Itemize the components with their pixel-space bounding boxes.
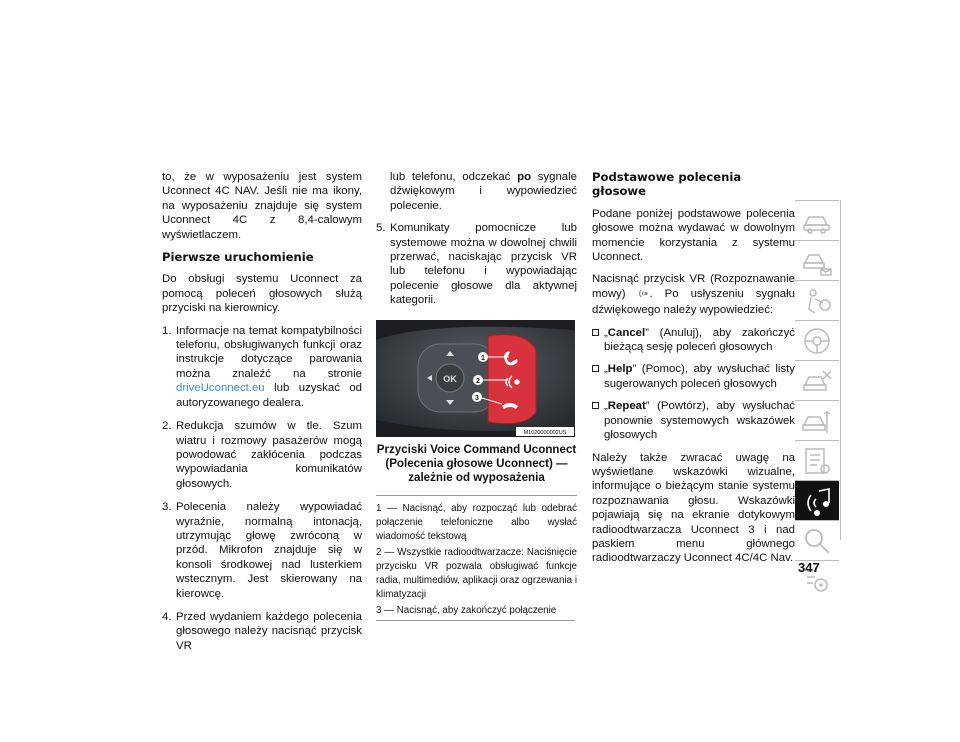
section-heading-first-run: Pierwsze uruchomienie	[162, 250, 314, 265]
figure-legend	[376, 495, 577, 618]
legend-item-3: 3 — Nacisnąć, aby zakończyć połączenie	[376, 604, 557, 616]
page-number: 347	[798, 560, 820, 575]
specifications-icon	[801, 445, 833, 477]
callout-2: 2	[476, 377, 480, 385]
numbered-item-5: 5. Komunikaty pomocnicze lub systemowe można w dowolnej chwili przerwać, naciskając przycisk VR lub telefonu i wypowiadając polecenie głosowe dla aktywnej kategorii.	[376, 222, 577, 307]
service-car-icon	[801, 405, 833, 437]
bullet-box-icon	[592, 329, 599, 336]
callout-3: 3	[475, 394, 479, 402]
image-code: M1020000002US	[523, 429, 567, 436]
search-icon	[801, 525, 833, 557]
basic-commands-paragraph: Podane poniżej podstawowe polecenia głosowe można wydawać w dowolnym momencie korzystania z systemu Uconnect.	[592, 207, 795, 264]
column-left	[162, 170, 362, 662]
callout-1: 1	[481, 354, 485, 362]
multimedia-icon	[801, 485, 833, 517]
ok-button-label: OK	[443, 373, 457, 384]
tab-servicing[interactable]	[795, 400, 839, 440]
bullet-repeat: „Repeat” (Powtórz), aby wysłuchać ponownie systemowych wskazówek głosowych	[592, 399, 795, 442]
section-heading-basic-commands: Podstawowe polecenia głosowe	[592, 170, 742, 199]
bullet-box-icon	[592, 402, 599, 409]
numbered-item-2: 2. Redukcja szumów w tle. Szum wiatru i rozmowy pasażerów mogą powodować zakłócenia podczas wypowiadania komunikatów głosowych.	[162, 420, 362, 490]
column-middle	[376, 170, 577, 621]
bullet-box-icon	[592, 365, 599, 372]
legend-item-2: 2 — Wszystkie radioodtwarzacze: Naciśnięcie przycisku VR pozwala obsługiwać funkcje radia, multimediów, aplikacji oraz ogrzewania i klimatyzacji	[376, 546, 577, 600]
dashboard-warning-icon	[801, 245, 833, 277]
visual-hints-paragraph: Należy także zwracać uwagę na wyświetlane wskazówki wizualne, informujące o bieżącym stanie systemu rozpoznawania głosu. Wskazówki pojawiają się na ekranie dotykowym radioodtwarzacza Uconnect 3 i nad paskiem menu głównego radioodtwarzaczy Uconnect 4C/4C Nav.	[592, 451, 795, 565]
numbered-item-3: 3. Polecenia należy wypowiadać wyraźnie, normalną intonacją, utrzymując głowę zwróconą w przód. Mikrofon znajduje się w konsoli środkowej nad lusterkiem wstecznym. Jest skierowany na kierowcę.	[162, 501, 362, 600]
numbered-item-4: 4. Przed wydaniem każdego polecenia głosowego należy nacisnąć przycisk VR	[162, 610, 362, 652]
tab-getting-to-know[interactable]	[795, 200, 839, 240]
tab-specifications[interactable]	[795, 440, 839, 480]
tab-instrument-panel[interactable]	[795, 240, 839, 280]
press-vr-paragraph: Nacisnąć przycisk VR (Rozpoznawanie mowy) . Po usłyszeniu sygnału dźwiękowego należy wypowiedzieć:	[592, 273, 795, 317]
steering-wheel-icon	[801, 325, 833, 357]
tab-emergency[interactable]	[795, 360, 839, 400]
legend-bottom-rule	[376, 620, 575, 621]
column-right	[592, 170, 795, 574]
tab-starting-operating[interactable]	[795, 320, 839, 360]
tab-safety[interactable]	[795, 280, 839, 320]
voice-recognition-icon	[638, 288, 650, 303]
bullet-cancel: „Cancel” (Anuluj), aby zakończyć bieżącą sesję poleceń głosowych	[592, 326, 795, 355]
tab-multimedia[interactable]	[795, 480, 839, 520]
intro-paragraph: to, że w wyposażeniu jest system Uconnect 4C NAV. Jeśli nie ma ikony, na wyposażeniu znajduje się system Uconnect 4C z 8,4-calowym wyświetlaczem.	[162, 171, 362, 241]
bullet-help: „Help” (Pomoc), aby wysłuchać listy sugerowanych poleceń głosowych	[592, 362, 795, 391]
chapter-tabs	[795, 200, 841, 600]
first-run-paragraph: Do obsługi systemu Uconnect za pomocą poleceń głosowych służą przyciski na kierownicy.	[162, 273, 362, 315]
numbered-item-1: 1. Informacje na temat kompatybilności telefonu, obsługiwanych funkcji oraz instrukcje dotyczące parowania można znaleźć na stronie driveUconnect.eu lub uzyskać od autoryzowanego dealera.	[162, 324, 362, 409]
steering-wheel-buttons-photo	[376, 320, 575, 437]
figure-caption: Przyciski Voice Command Uconnect (Polecenia głosowe Uconnect) — zależnie od wyposażenia	[376, 442, 577, 484]
item-4-continuation: lub telefonu, odczekać po sygnale dźwiękowym i wypowiedzieć polecenie.	[390, 171, 577, 212]
tab-search[interactable]	[795, 520, 839, 560]
airbag-icon	[801, 285, 833, 317]
steering-wheel-illustration	[376, 320, 575, 437]
legend-item-1: 1 — Nacisnąć, aby rozpocząć lub odebrać połączenie telefoniczne albo wysłać wiadomość tekstową	[376, 502, 577, 542]
car-overview-icon	[801, 205, 833, 237]
car-crash-icon	[801, 365, 833, 397]
drive-uconnect-link[interactable]: driveUconnect.eu	[176, 382, 265, 395]
